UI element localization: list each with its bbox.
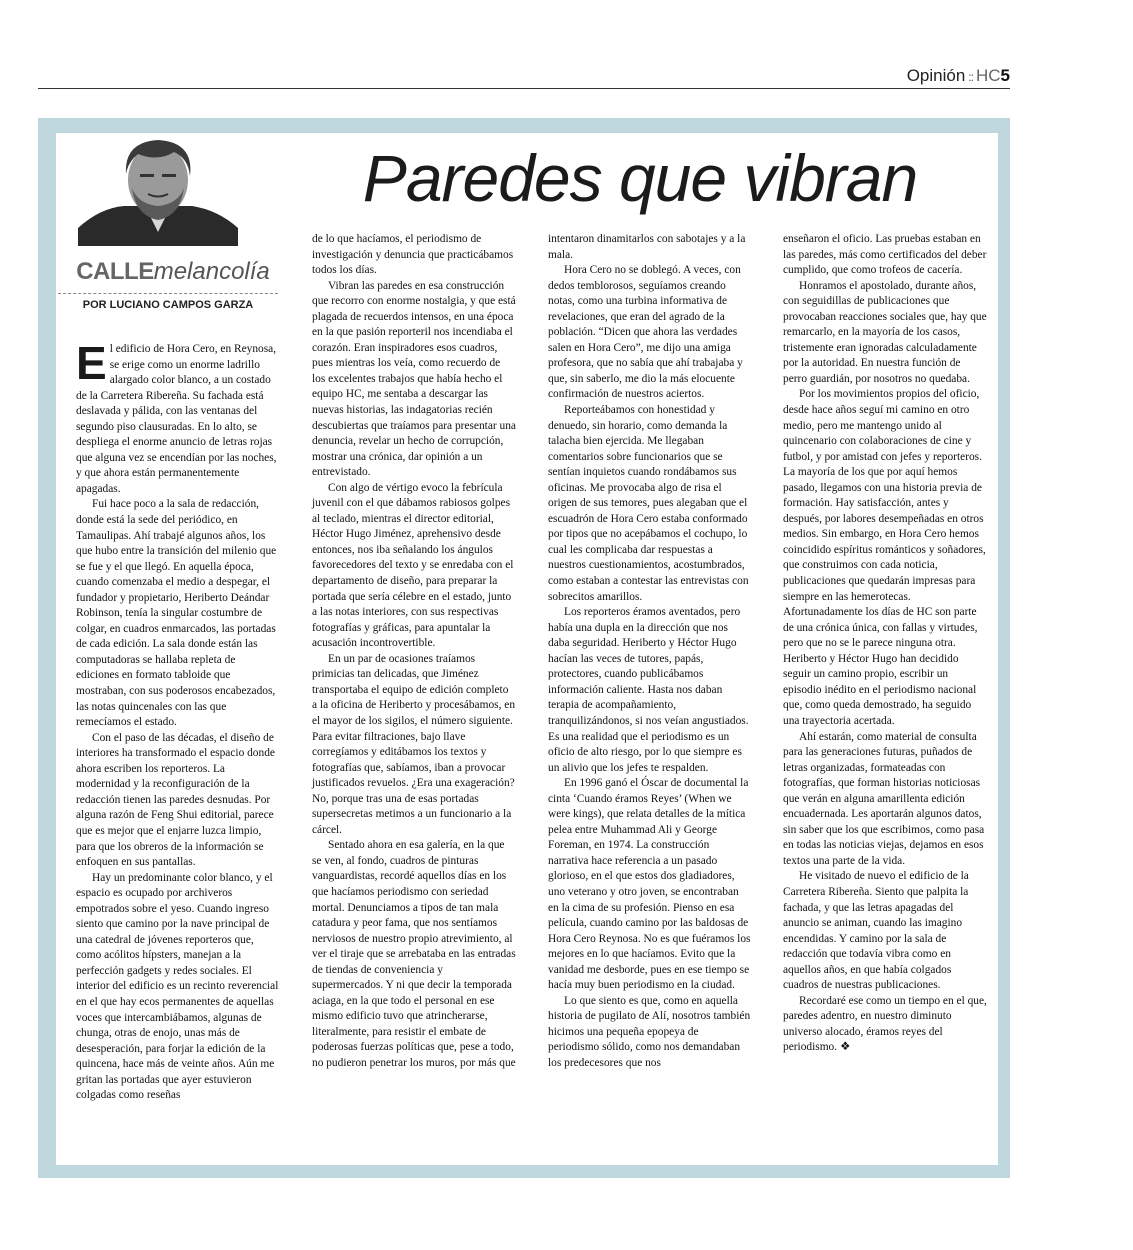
article-paragraph: Lo que siento es que, como en aquella historia de pugilato de Alí, nosotros también hicimos una pequeña epopeya de periodismo sólido, como nos demandaban los predecesores que nos bbox=[548, 994, 751, 1069]
section-name: Opinión bbox=[906, 66, 966, 85]
end-mark-icon: ❖ bbox=[840, 1041, 851, 1054]
article-title: Paredes que vibran bbox=[362, 141, 918, 215]
article-paragraph: En 1996 ganó el Óscar de documental la cinta ‘Cuando éramos Reyes’ (When we were kings), que relata detalles de la mítica pelea entre Muhammad Ali y George Foreman, en 1974. La construcción narrativa hace referencia a un pasado glorioso, en el que estos dos gladiadores, uno veterano y otro joven, se encontraban en la cima de su profesión. Pienso en esa película, cuando camino por las baldosas de Hora Cero Reynosa. No es que fuéramos los mejores en lo que hacíamos. Evito que la vanidad me desborde, pues en ese tiempo se hacía muy buen periodismo en la ciudad. bbox=[548, 777, 751, 992]
article-paragraph: de lo que hacíamos, el periodismo de investigación y denuncia que practicábamos todos los días. bbox=[312, 233, 514, 277]
article-paragraph: Fui hace poco a la sala de redacción, donde está la sede del periódico, en Tamaulipas. Ahí trabajé algunos años, los que hubo entre la transición del milenio que se fue y el que llegó. En aquella época, cuando comenzaba el medio a despegar, el fundador y propietario, Heriberto Deándar Robinson, tenía la singular costumbre de colgar, en cuadros enmarcados, las portadas de cada edición. La sala donde están las computadoras se hallaba repleta de ediciones en formato tabloide que mostraban, con sus poderosos encabezados, las notas quincenales con las que remecíamos el estado. bbox=[76, 498, 277, 729]
article-paragraph: Los reporteros éramos aventados, pero había una dupla en la dirección que nos daba seguridad. Heriberto y Héctor Hugo hacían las veces de tutores, papás, protectores, cuando publicábamos información caliente. Hasta nos daban terapia de acompañamiento, tranquilizándonos, si nos veían angustiados. Es una realidad que el periodismo es un oficio de alto riesgo, por lo que siempre es un alivio que los jefes te respalden. bbox=[548, 606, 749, 774]
article-paragraph: Sentado ahora en esa galería, en la que se ven, al fondo, cuadros de pinturas vanguardistas, recordé aquellos días en los que hacíamos periodismo con seriedad mortal. Denunciamos a tipos de tan mala catadura y peor fama, que nos sentíamos nerviosos de nuestro propio atrevimiento, al ver el tiraje que se arrebataba en las entradas de tiendas de conveniencia y supermercados. Y ni que decir la temporada aciaga, en la que todo el personal en ese mismo edificio tuvo que atrincherarse, literalmente, para resistir el embate de poderosas fuerzas políticas que, pese a todo, no pudieron penetrar los muros, por más que bbox=[312, 839, 516, 1069]
author-photo bbox=[78, 136, 238, 246]
article-paragraph: Vibran las paredes en esa construcción que recorro con enorme nostalgia, y que está plagada de recuerdos intensos, en una época en la que pasión reporteril nos incendiaba el corazón. Eran inspiradores esos cuadros, pues mientras los veía, como recuerdo de los excelentes trabajos que había hecho el equipo HC, me sentaba a descargar las nuevas historias, las indagatorias recién descubiertas que traíamos para presentar una denuncia, revelar un hecho de corrupción, mostrar una crónica, dar opinión a un entrevistado. bbox=[312, 279, 516, 479]
header-rule bbox=[38, 88, 1010, 89]
paragraph-text: l edificio de Hora Cero, en Reynosa, se erige como un enorme ladrillo alargado color blanco, a un costado de la Carretera Ribereña. Su fachada está deslavada y pálida, con las ventanas del segundo piso clausuradas. En lo alto, se despliega el enorme anuncio de letras rojas que alguna vez se encendían por las noches, y que ahora están permanentemente apagadas. bbox=[76, 343, 277, 495]
article-paragraph: intentaron dinamitarlos con sabotajes y a la mala. bbox=[548, 233, 746, 261]
article-paragraph: Con el paso de las décadas, el diseño de interiores ha transformado el espacio donde ahora escriben los reporteros. La modernidad y la reconfiguración de la redacción tienen las paredes desnudas. Por alguna razón de Feng Shui editorial, parece que es mejor que el enjarre luzca limpio, para que los obreros de la información se enfoquen en sus pantallas. bbox=[76, 731, 275, 869]
article-paragraph: Por los movimientos propios del oficio, desde hace años seguí mi camino en otro medio, pero me mantengo unido al quincenario con colaboraciones de cine y futbol, y por amistad con jefes y reporteros. La mayoría de los que por aquí hemos pasado, llegamos con una historia previa de formación. Hay satisfacción, antes y después, por labores desempeñadas en otros medios. Sin embargo, en Hora Cero hemos coincidido espíritus románticos y soñadores, que construimos con cada noticia, publicaciones que quedarán impresas para siempre en las hemerotecas. Afortunadamente los días de HC son parte de una crónica única, con fallas y virtudes, pero que no se le parece ninguna otra. Heriberto y Héctor Hugo han decidido seguir un camino propio, escribir un episodio inédito en el periodismo nacional que, como queda demostrado, ha seguido una trayectoria acertada. bbox=[783, 388, 986, 727]
article-column-2 bbox=[312, 232, 516, 1072]
article-column-1 bbox=[76, 337, 280, 1104]
article-paragraph: He visitado de nuevo el edificio de la Carretera Ribereña. Siento que palpita la fachada, y que las letras apagadas del anuncio se animan, cuando las imagino encendidas. Y camino por la sala de redacción que todavía vibra como en aquellos años, en que había colgados cuadros de nuestras publicaciones. bbox=[783, 870, 969, 992]
column-name-italic: melancolía bbox=[153, 258, 270, 285]
page-header bbox=[907, 66, 1010, 86]
column-name-bold: CALLE bbox=[76, 258, 154, 285]
article-paragraph bbox=[76, 337, 280, 497]
article-paragraph bbox=[783, 994, 987, 1056]
byline-divider bbox=[58, 293, 278, 294]
article-paragraph: enseñaron el oficio. Las pruebas estaban en las paredes, más como certificados del deber cumplido, que como trofeos de cacería. bbox=[783, 233, 987, 277]
byline: POR LUCIANO CAMPOS GARZA bbox=[82, 299, 254, 311]
article-paragraph: Honramos el apostolado, durante años, con seguidillas de publicaciones que provocaban reacciones sociales que, hay que remarcarlo, en la mayoría de los casos, tristemente eran ignoradas calculadamente por la autoridad. En nuestra función de perro guardián, por nosotros no quedaba. bbox=[783, 279, 987, 385]
article-column-4 bbox=[783, 232, 987, 1056]
separator-dots: :: bbox=[968, 70, 973, 84]
brand-logo: HC bbox=[975, 66, 1001, 85]
article-paragraph: Hora Cero no se doblegó. A veces, con dedos temblorosos, seguíamos creando notas, como una turbina informativa de revelaciones, que eran del agrado de la población. “Dicen que ahora las verdades salen en Hora Cero”, me dijo una amiga profesora, que no sabía que ahí trabajaba y que, sin saberlo, me dio la más elocuente confirmación de nuestros aciertos. bbox=[548, 264, 743, 401]
column-name bbox=[68, 258, 278, 286]
paragraph-text: Recordaré ese como un tiempo en el que, paredes adentro, en nuestro diminuto universo alocado, éramos reyes del periodismo. bbox=[783, 994, 987, 1054]
article-column-3 bbox=[548, 232, 752, 1072]
article-paragraph: En un par de ocasiones traíamos primicias tan delicadas, que Jiménez transportaba el equipo de edición completo a la oficina de Heriberto y procesábamos, en el mayor de los sigilos, el número siguiente. Para evitar filtraciones, bajo llave corregíamos y editábamos los textos y fotografías que, sabíamos, iban a provocar justificados revuelos. ¿Era una exageración? No, porque tras una de esas portadas supersecretas metimos a un funcionario a la cárcel. bbox=[312, 652, 516, 836]
drop-cap: E bbox=[76, 337, 107, 389]
article-paragraph: Ahí estarán, como material de consulta para las generaciones futuras, puñados de letras organizadas, formateadas con fotografías, que forman historias noticiosas que verán en alguna amarillenta edición encuadernada. Les aportarán algunos datos, sin saber que los que escribimos, como pasa en todas las noticias viejas, dejamos en esos textos una parte de la vida. bbox=[783, 730, 985, 867]
article-paragraph: Con algo de vértigo evoco la febrícula juvenil con el que dábamos rabiosos golpes al teclado, mientras el director editorial, Héctor Hugo Jiménez, aprehensivo desde entonces, nos iba señalando los ángulos favorecedores del texto y se enredaba con el departamento de diseño, para preparar la portada que sería célebre en el estado, junto a las notas interiores, con sus respectivas fotografías y gráficas, para apuntalar la acusación incontrovertible. bbox=[312, 481, 514, 650]
page-number: 5 bbox=[1000, 66, 1010, 85]
article-paragraph: Reporteábamos con honestidad y denuedo, sin horario, como demanda la talacha bien ejercida. Me llegaban comentarios sobre funcionarios que se sentían inquietos cuando rondábamos sus oficinas. Me provocaba algo de risa el origen de sus temores, pues alegaban que el escuadrón de Hora Cero estaba conformado por tipos que no acepábamos el cochupo, lo cual les complicaba dar respuestas a nuestros cuestionamientos, acostumbrados, como estaban a contestar las entrevistas con sobrecitos amarillos. bbox=[548, 404, 749, 603]
article-paragraph: Hay un predominante color blanco, y el espacio es ocupado por archiveros empotrados sobre el yeso. Cuando ingreso siento que camino por la nave principal de una catedral de jóvenes reporteros que, como acólitos hípsters, manejan a la perfección gadgets y redes sociales. El interior del edificio es un recinto reverencial en el que hay ecos permanentes de aquellas voces que intercambiábamos, algunas de chunga, otras de enojo, unas más de desesperación, para forjar la edición de la quincena, hace más de veinte años. Aún me gritan las portadas que ayer estuvieron colgadas como reseñas bbox=[76, 871, 279, 1102]
